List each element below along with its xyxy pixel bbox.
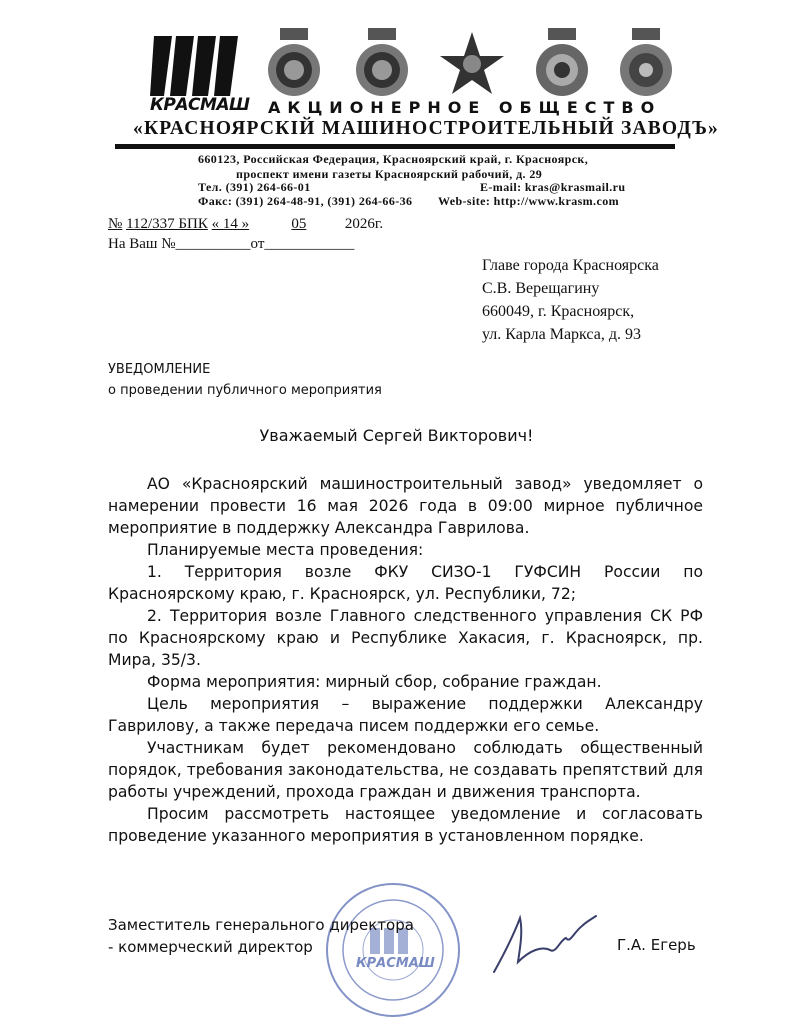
stamp-logo-text: КРАСМАШ bbox=[356, 956, 435, 971]
number-prefix: № bbox=[108, 216, 123, 232]
labor-order-medal-icon bbox=[614, 28, 678, 98]
outgoing-day: « 14 » bbox=[211, 216, 250, 232]
lenin-order-medal-icon-2 bbox=[350, 28, 414, 98]
recipient-line-1: Главе города Красноярска bbox=[482, 257, 659, 274]
paragraph-location-2: 2. Территория возле Главного следственного управления СК РФ по Красноярскому краю и Республике Хакасия, г. Красноярск, пр. Мира, 35/3. bbox=[108, 607, 703, 669]
paragraph-request: Просим рассмотреть настоящее уведомление и согласовать проведение указанного мероприятия в установленном порядке. bbox=[108, 805, 703, 845]
red-star-order-icon bbox=[440, 28, 504, 98]
paragraph-participants: Участникам будет рекомендовано соблюдать общественный порядок, требования законодательства, не создавать препятствий для работы учреждений, прохода граждан и движения транспорта. bbox=[108, 739, 703, 801]
paragraph-intro: АО «Красноярский машиностроительный завод» уведомляет о намерении провести 16 мая 2026 года в 09:00 мирное публичное мероприятие в поддержку Александра Гаврилова. bbox=[108, 475, 703, 537]
document-subtitle: о проведении публичного мероприятия bbox=[108, 383, 382, 398]
address-line-1: 660123, Российская Федерация, Красноярский край, г. Красноярск, bbox=[198, 152, 589, 166]
ussr-order-medal-icon bbox=[530, 28, 594, 98]
company-type-line: АКЦИОНЕРНОЕ ОБЩЕСТВО bbox=[268, 98, 662, 117]
outgoing-year: 2026г. bbox=[344, 216, 384, 232]
paragraph-event-form: Форма мероприятия: мирный сбор, собрание граждан. bbox=[147, 673, 602, 691]
recipient-line-4: ул. Карла Маркса, д. 93 bbox=[482, 326, 641, 343]
website-line: Web-site: http://www.krasm.com bbox=[438, 194, 619, 208]
letterhead-divider bbox=[115, 144, 675, 149]
logo-wordmark: КРАСМАШ bbox=[150, 95, 250, 115]
outgoing-month: 05 bbox=[291, 216, 307, 232]
reply-reference-line: На Ваш №__________от____________ bbox=[108, 236, 355, 252]
logo-graphic bbox=[150, 34, 238, 98]
signer-name: Г.А. Егерь bbox=[617, 936, 696, 954]
letter-body bbox=[108, 473, 703, 847]
paragraph-locations-heading: Планируемые места проведения: bbox=[147, 541, 424, 559]
outgoing-number: 112/337 БПК bbox=[126, 216, 208, 232]
outgoing-number-line bbox=[108, 216, 383, 233]
signer-position-line-1: Заместитель генерального директора bbox=[108, 916, 414, 934]
recipient-line-2: С.В. Верещагину bbox=[482, 280, 600, 297]
phone-line: Тел. (391) 264-66-01 bbox=[198, 180, 311, 194]
salutation: Уважаемый Сергей Викторович! bbox=[259, 426, 534, 445]
signer-position bbox=[108, 914, 414, 958]
paragraph-event-goal: Цель мероприятия – выражение поддержки Александру Гаврилову, а также передача писем поддержки его семье. bbox=[108, 695, 703, 735]
lenin-order-medal-icon bbox=[262, 28, 326, 98]
email-line: E-mail: kras@krasmail.ru bbox=[480, 180, 626, 194]
address-line-2: проспект имени газеты Красноярский рабочий, д. 29 bbox=[236, 167, 543, 181]
recipient-line-3: 660049, г. Красноярск, bbox=[482, 303, 635, 320]
fax-line: Факс: (391) 264-48-91, (391) 264-66-36 bbox=[198, 194, 413, 208]
signer-position-line-2: - коммерческий директор bbox=[108, 938, 313, 956]
paragraph-location-1: 1. Территория возле ФКУ СИЗО-1 ГУФСИН России по Красноярскому краю, г. Красноярск, ул. Республики, 72; bbox=[108, 563, 703, 603]
company-name-line: «КРАСНОЯРСКIЙ МАШИНОСТРОИТЕЛЬНЫЙ ЗАВОДЪ» bbox=[133, 118, 720, 139]
document-title: УВЕДОМЛЕНИЕ bbox=[108, 362, 211, 377]
handwritten-signature bbox=[490, 910, 600, 980]
